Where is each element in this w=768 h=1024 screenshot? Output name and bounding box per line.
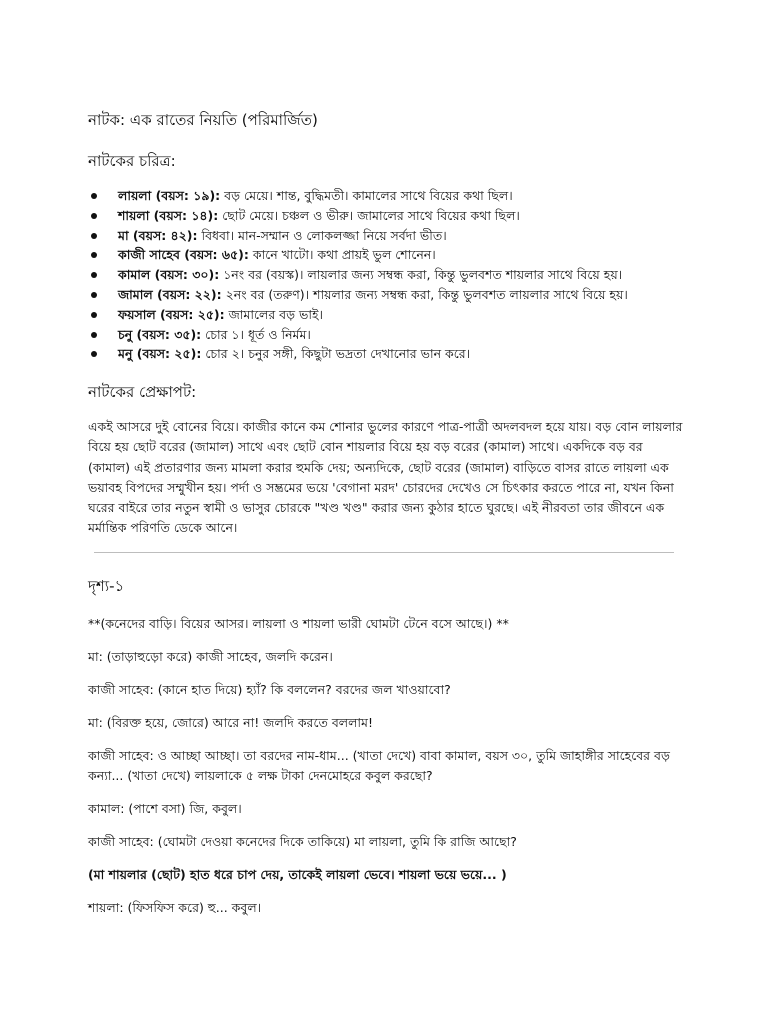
dialogue-line: কাজী সাহেব: (ঘোমটা দেওয়া কনেদের দিকে তাকিয়ে) মা লায়লা, তুমি কি রাজি আছো? <box>88 834 517 849</box>
character-desc: কানে খাটো। কথা প্রায়ই ভুল শোনেন। <box>248 247 436 263</box>
character-name: চনু (বয়স: ৩৫): <box>118 326 202 342</box>
character-desc: ২নং বর (তরুণ)। শায়লার জন্য সম্বন্ধ করা, কিন্তু ভুলবশত লায়লার সাথে বিয়ে হয়। <box>221 286 628 302</box>
scene-title: দৃশ্য-১ <box>88 577 125 595</box>
list-item <box>88 344 688 364</box>
stage-direction: (মা শায়লার (ছোট) হাত ধরে চাপ দেয়, তাকেই লায়লা ভেবে। শায়লা ভয়ে ভয়ে... ) <box>88 867 507 882</box>
stage-direction: **(কনেদের বাড়ি। বিয়ের আসর। লায়লা ও শায়লা ভারী ঘোমটা টেনে বসে আছে।) ** <box>88 616 509 631</box>
character-desc: চোর ২। চনুর সঙ্গী, কিছুটা ভদ্রতা দেখানোর ভান করে। <box>201 346 471 362</box>
character-desc: জামালের বড় ভাই। <box>224 306 323 322</box>
list-item <box>88 206 688 226</box>
character-name: মা (বয়স: ৪২): <box>118 227 198 243</box>
dialogue-line: কাজী সাহেব: ও আচ্ছা আচ্ছা। তা বরদের নাম-ধাম... (খাতা দেখে) বাবা কামাল, বয়স ৩০, তুমি জাহাঙ্গীর সাহেবের বড় কন্যা... (খাতা দেখে) লায়লাকে ৫ লক্ষ টাকা দেনমোহরে কবুল করছো? <box>88 748 670 783</box>
list-item <box>88 226 688 246</box>
character-desc: ছোট মেয়ে। চঞ্চল ও ভীরু। জামালের সাথে বিয়ের কথা ছিল। <box>218 207 520 223</box>
character-desc: বিধবা। মান-সম্মান ও লোকলজ্জা নিয়ে সর্বদা ভীত। <box>197 227 447 243</box>
characters-heading: নাটকের চরিত্র: <box>88 152 176 170</box>
dialogue-line: মা: (তাড়াহুড়ো করে) কাজী সাহেব, জলদি করেন। <box>88 649 333 664</box>
character-name: শায়লা (বয়স: ১৪): <box>118 207 219 223</box>
background-paragraph: একই আসরে দুই বোনের বিয়ে। কাজীর কানে কম শোনার ভুলের কারণে পাত্র-পাত্রী অদলবদল হয়ে যায়। বড় বোন লায়লার বিয়ে হয় ছোট বরের (জামাল) সাথে এবং ছোট বোন শায়লার বিয়ে হয় বড় বরের (কামাল) সাথে। একদিকে বড় বর (কামাল) এই প্রতারণার জন্য মামলা করার হুমকি দেয়; অন্যদিকে, ছোট বরের (জামাল) বাড়িতে বাসর রাতে লায়লা এক ভয়াবহ বিপদের সম্মুখীন হয়। পর্দা ও সম্ভ্রমের ভয়ে 'বেগানা মরদ' চোরদের দেখেও সে চিৎকার করতে পারে না, যখন কিনা ঘরের বাইরে তার নতুন স্বামী ও ভাসুর চোরকে "খণ্ড খণ্ড" করার জন্য কুঠার হাতে ঘুরছে। এই নীরবতা তার জীবনে এক মর্মান্তিক পরিণতি ডেকে আনে। <box>88 419 683 536</box>
character-name: লায়লা (বয়স: ১৯): <box>118 188 221 203</box>
dialogue-line: কামাল: (পাশে বসা) জি, কবুল। <box>88 801 242 816</box>
dialogue-line: মা: (বিরক্ত হয়ে, জোরে) আরে না! জলদি করতে বললাম! <box>88 715 373 730</box>
list-item <box>88 245 688 265</box>
character-desc: বড় মেয়ে। শান্ত, বুদ্ধিমতী। কামালের সাথে বিয়ের কথা ছিল। <box>220 188 513 203</box>
scene-section <box>88 574 688 931</box>
list-item <box>88 325 688 345</box>
dialogue-line: কাজী সাহেব: (কানে হাত দিয়ে) হ্যাঁ? কি বললেন? বরদের জল খাওয়াবো? <box>88 682 451 697</box>
background-heading: নাটকের প্রেক্ষাপট: <box>88 383 197 402</box>
page-title: নাটক: এক রাতের নিয়তি (পরিমার্জিত) <box>88 111 318 129</box>
character-name: জামাল (বয়স: ২২): <box>118 286 222 302</box>
character-list <box>88 186 688 364</box>
character-desc: ১নং বর (বয়স্ক)। লায়লার জন্য সম্বন্ধ করা, কিন্তু ভুলবশত শায়লার সাথে বিয়ে হয়। <box>219 267 623 283</box>
list-item <box>88 186 688 206</box>
character-name: মনু (বয়স: ২৫): <box>118 346 202 362</box>
document-body <box>88 108 688 538</box>
character-name: কাজী সাহেব (বয়স: ৬৫): <box>118 247 249 263</box>
character-desc: চোর ১। ধূর্ত ও নির্মম। <box>201 326 311 342</box>
character-name: ফয়সাল (বয়স: ২৫): <box>118 306 225 322</box>
horizontal-divider <box>94 552 674 553</box>
list-item <box>88 265 688 285</box>
character-name: কামাল (বয়স: ৩০): <box>118 267 220 283</box>
list-item <box>88 285 688 305</box>
list-item <box>88 305 688 325</box>
dialogue-line: শায়লা: (ফিসফিস করে) হু... কবুল। <box>88 900 262 915</box>
